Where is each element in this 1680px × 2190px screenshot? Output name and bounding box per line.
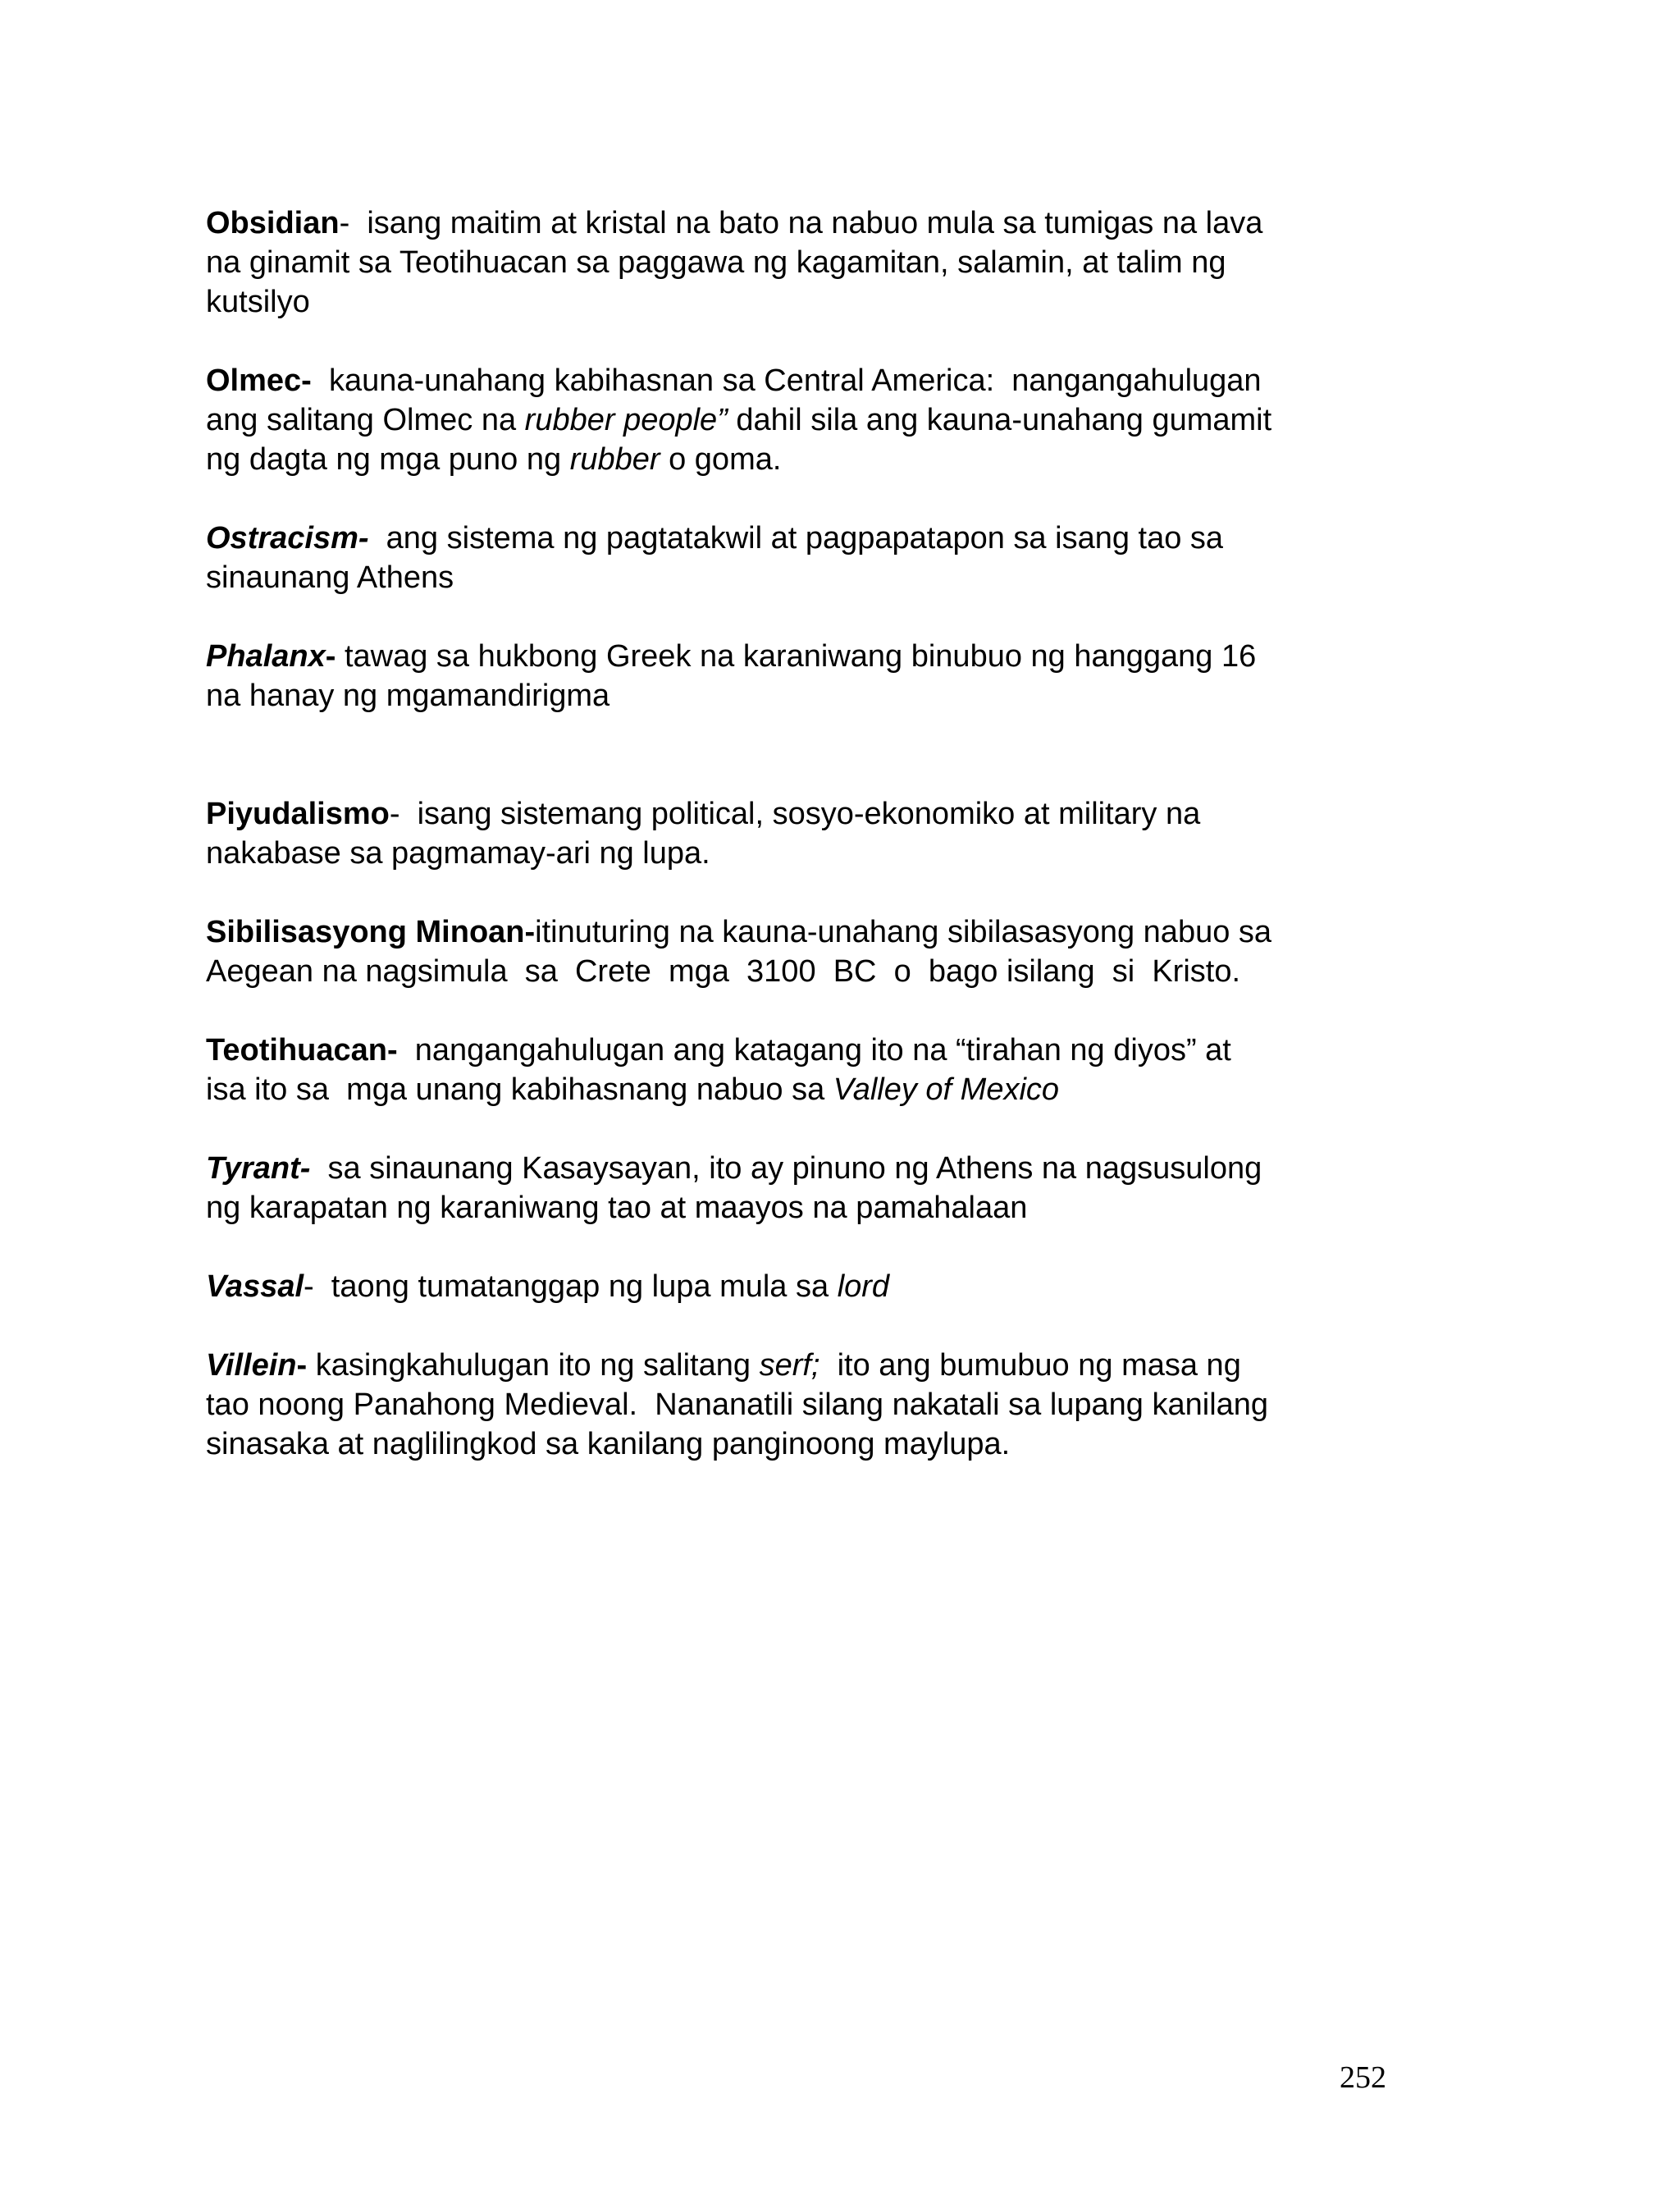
definition-text: tawag sa hukbong Greek na karaniwang binubuo ng hanggang 16 [336,639,1257,674]
term-minoan: Sibilisasyong Minoan- [206,915,536,949]
glossary-entry-olmec [206,361,1436,479]
entry-line [206,203,1436,243]
entry-line [206,1031,1436,1070]
term-olmec: Olmec- [206,363,312,398]
entry-line: tao noong Panahong Medieval. Nananatili silang nakatali sa lupang kanilang [206,1388,1269,1422]
definition-text: isang maitim at kristal na bato na nabuo mula sa tumigas na lava [367,206,1263,240]
glossary-entry-minoan [206,912,1436,991]
entry-line [206,912,1436,952]
glossary-entry-obsidian [206,203,1436,322]
definition-text: kasingkahulugan ito ng salitang [307,1348,760,1383]
entry-line: sinasaka at naglilingkod sa kanilang panginoong maylupa. [206,1427,1011,1461]
term-villein: Villein [206,1348,297,1383]
entry-line [206,361,1436,400]
term-vassal: Vassal [206,1269,304,1304]
entry-line [206,519,1436,558]
entry-line: na ginamit sa Teotihuacan sa paggawa ng kagamitan, salamin, at talim ng [206,245,1226,280]
definition-text: ang salitang Olmec na [206,403,525,437]
glossary-entry-villein [206,1346,1436,1464]
entry-line: sinaunang Athens [206,560,454,595]
definition-text: ng dagta ng mga puno ng [206,442,570,477]
italic-phrase: lord [837,1269,890,1304]
entry-line: na hanay ng mgamandirigma [206,679,610,713]
entry-line [206,1149,1436,1188]
term-dash: - [296,1348,308,1383]
glossary-entry-teotihuacan [206,1031,1436,1109]
definition-text: sa sinaunang Kasaysayan, ito ay pinuno ng Athens na nagsusulong [310,1151,1262,1186]
page-number: 252 [1340,2060,1386,2095]
entry-line: nakabase sa pagmamay-ari ng lupa. [206,836,710,871]
term-dash: - [325,639,336,674]
term-obsidian: Obsidian [206,206,340,240]
entry-line [206,794,1436,834]
definition-text: o goma. [660,442,782,477]
entry-line [206,1070,1436,1109]
definition-text: kauna-unahang kabihasnan sa Central America: nangangahulugan [311,363,1262,398]
definition-text: nangangahulugan ang katagang ito na “tirahan ng diyos” at [397,1033,1231,1068]
entry-line: ng karapatan ng karaniwang tao at maayos na pamahalaan [206,1191,1028,1225]
italic-phrase: serf; [759,1348,820,1383]
glossary-entry-piyudalismo [206,794,1436,873]
definition-text: dahil sila ang kauna-unahang gumamit [727,403,1272,437]
entry-line: kutsilyo [206,285,310,319]
glossary-entry-phalanx [206,637,1436,716]
term-teotihuacan: Teotihuacan- [206,1033,398,1068]
term-separator: - [339,206,368,240]
italic-phrase: rubber people” [524,403,728,437]
glossary-list [206,203,1436,1464]
definition-text: ang sistema ng pagtatakwil at pagpapatapon sa isang tao sa [368,521,1224,556]
term-phalanx: Phalanx [206,639,326,674]
entry-line [206,637,1436,676]
definition-text: - taong tumatanggap ng lupa mula sa [304,1269,838,1304]
term-ostracism: Ostracism- [206,521,369,556]
glossary-entry-vassal [206,1267,1436,1306]
glossary-entry-tyrant [206,1149,1436,1228]
definition-text: isa ito sa mga unang kabihasnang nabuo sa [206,1072,833,1107]
entry-line [206,400,1436,440]
entry-line: Aegean na nagsimula sa Crete mga 3100 BC o bago isilang si Kristo. [206,954,1241,989]
italic-phrase: rubber [569,442,660,477]
entry-line [206,1267,1436,1306]
entry-line [206,1346,1436,1385]
definition-text: ito ang bumubuo ng masa ng [819,1348,1241,1383]
term-tyrant: Tyrant- [206,1151,311,1186]
definition-text: - isang sistemang political, sosyo-ekonomiko at military na [389,797,1201,831]
definition-text: itinuturing na kauna-unahang sibilasasyong nabuo sa [535,915,1272,949]
italic-phrase: Valley of Mexico [833,1072,1060,1107]
entry-line [206,440,1436,479]
term-piyudalismo: Piyudalismo [206,797,390,831]
glossary-entry-ostracism [206,519,1436,597]
